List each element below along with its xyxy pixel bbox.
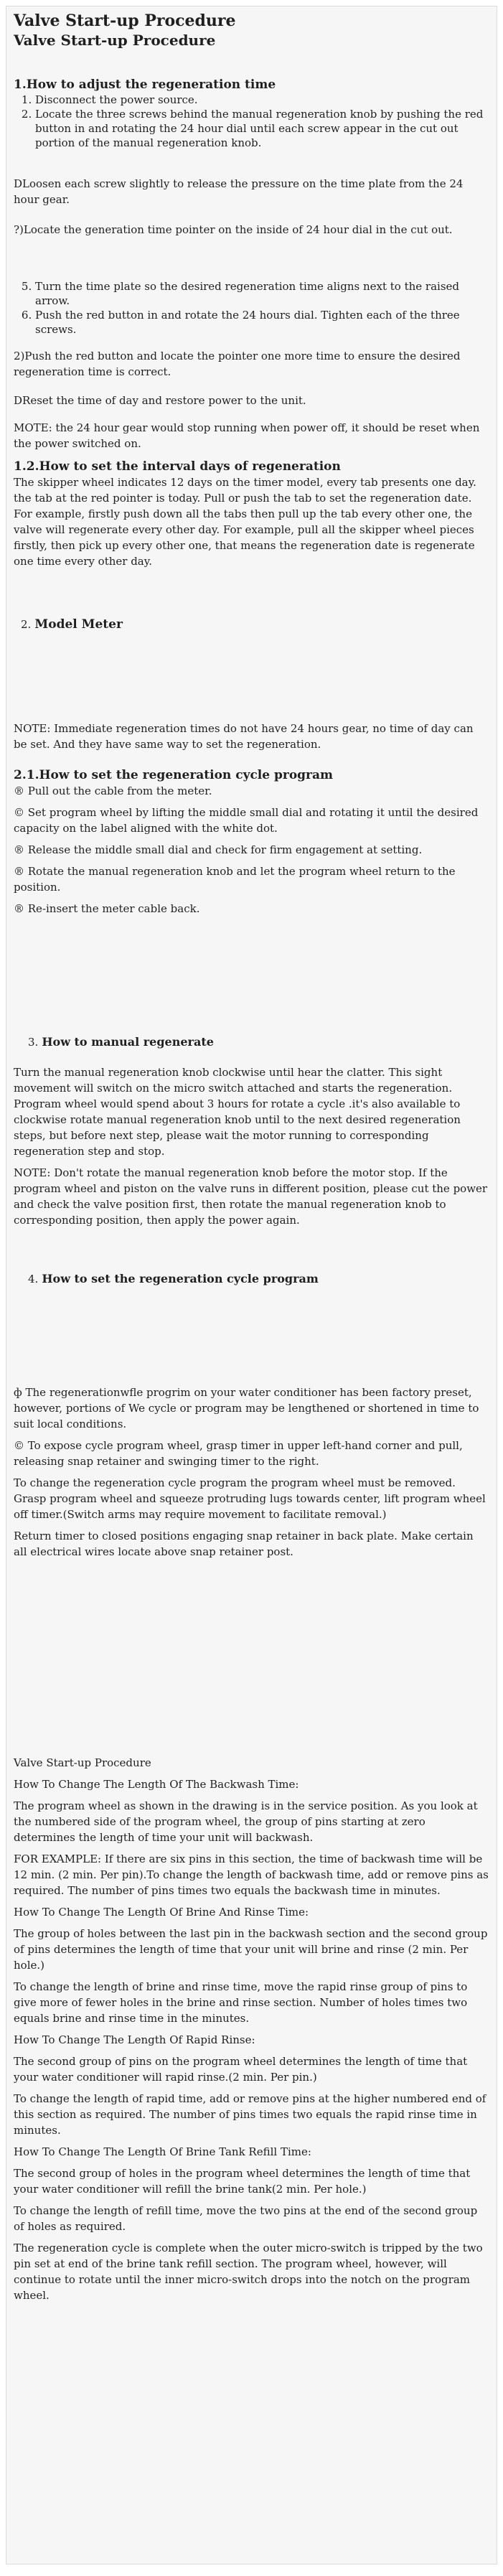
paragraph: DReset the time of day and restore power to the unit. [14,394,306,407]
section-heading: How to manual regenerate [42,1035,214,1049]
section-cycle-body [14,1385,489,1560]
paragraph: To change the length of rapid time, add or remove pins at the higher numbered end of this section as required. The number of pins times two equals the rapid rinse time in minutes. [14,2092,486,2137]
para-push [14,348,489,380]
paragraph: ?)Locate the generation time pointer on the inside of 24 hour dial in the cut out. [14,223,453,236]
model-meter-note [14,721,489,752]
step-item: 5. Turn the time plate so the desired regeneration time aligns next to the raised arrow. [35,279,489,308]
document-subtitle: Valve Start-up Procedure [14,32,216,49]
list-item: ® Re-insert the meter cable back. [14,902,200,915]
paragraph: ф The regenerationwfle progrim on your water conditioner has been factory preset, however, portions of We cycle or program may be lengthened or shortened in time to suit local conditions. [14,1386,479,1430]
list-item: ® Release the middle small dial and check for firm engagement at setting. [14,843,423,856]
steps-list [14,93,489,150]
section-heading: 1.2.How to set the interval days of regeneration [14,459,341,474]
paragraph: To change the regeneration cycle program the program wheel must be removed. Grasp program wheel and squeeze protruding lugs towards center, lift program wheel off timer.(Switch arms may require movement to facilitate removal.) [14,1476,486,1521]
list-item: © Set program wheel by lifting the middle small dial and rotating it until the desired capacity on the label aligned with the white dot. [14,806,479,835]
section-heading: 1.How to adjust the regeneration time [14,78,276,92]
paragraph: Turn the manual regeneration knob clockwise until hear the clatter. This sight movement will switch on the micro switch attached and starts the regeneration. Program wheel would spend about 3 hours for rotate a cycle .it's also available to clockwise rotate manual regeneration knob until to the next desired regeneration steps, but before next step, please wait the motor running to corresponding regeneration step and stop. [14,1066,461,1158]
header [14,9,489,50]
section-heading: 2.1.How to set the regeneration cycle program [14,768,334,782]
para-loosen [14,176,489,207]
step-item: 1. Disconnect the power source. [35,93,489,107]
item-number: 4. [28,1273,39,1285]
section-model-meter [14,617,489,632]
paragraph: FOR EXAMPLE: If there are six pins in this section, the time of backwash time will be 12 min. (2 min. Per pin).To change the length of backwash time, add or remove pins as required. The number of pins times two equals the backwash time in minutes. [14,1853,489,1897]
para-reset [14,393,489,408]
paragraph: To change the length of brine and rinse time, move the rapid rinse group of pins to give more of fewer holes in the brine and rinse section. Number of holes times two equals brine and rinse time in the minutes. [14,1980,468,2025]
section-cycle-heading [14,1271,489,1287]
para-locate [14,222,489,238]
tail-heading: How To Change The Length Of The Backwash Time: [14,1778,299,1791]
section-heading: Model Meter [34,617,123,632]
document-title: Valve Start-up Procedure [14,11,236,30]
section-interval [14,459,489,569]
step-item: 6. Push the red button in and rotate the 24 hours dial. Tighten each of the three screws. [35,308,489,337]
paragraph: DLoosen each screw slightly to release the pressure on the time plate from the 24 hour gear. [14,177,464,206]
list-item: ® Rotate the manual regeneration knob and let the program wheel return to the position. [14,865,456,894]
paragraph: To change the length of refill time, move the two pins at the end of the second group of holes as required. [14,2204,478,2233]
list-item: ® Pull out the cable from the meter. [14,784,212,797]
paragraph: The skipper wheel indicates 12 days on the timer model, every tab presents one day. the tab at the red pointer is today. Pull or push the tab to set the regeneration date. For example, firstly push down all the tabs then pull up the tab every other one, the valve will regenerate every other day. For example, pull all the skipper wheel pieces firstly, then pick up every other one, that means the regeneration date is regenerate one time every other day. [14,476,476,568]
section-manual-heading [14,1034,489,1050]
tail-heading: How To Change The Length Of Rapid Rinse: [14,2033,255,2046]
paragraph: The regeneration cycle is complete when the outer micro-switch is tripped by the two pin set at end of the brine tank refill section. The program wheel, however, will continue to rotate until the inner micro-switch drops into the notch on the program wheel. [14,2242,483,2302]
tail-heading: How To Change The Length Of Brine Tank Refill Time: [14,2145,311,2158]
section-manual-body [14,1064,489,1228]
tail-title: Valve Start-up Procedure [14,1756,151,1769]
paragraph: © To expose cycle program wheel, grasp timer in upper left-hand corner and pull, releasing snap retainer and swinging timer to the right. [14,1439,463,1468]
step-item: 2. Locate the three screws behind the manual regeneration knob by pushing the red button in and rotating the 24 hour dial until each screw appear in the cut out portion of the manual regeneration knob. [35,107,489,150]
paragraph: The second group of holes in the program wheel determines the length of time that your water conditioner will refill the brine tank(2 min. Per hole.) [14,2167,471,2196]
section-heading: How to set the regeneration cycle program [42,1272,319,1285]
paragraph: 2)Push the red button and locate the pointer one more time to ensure the desired regeneration time is correct. [14,350,461,378]
note: NOTE: Don't rotate the manual regeneration knob before the motor stop. If the program wheel and piston on the valve runs in different position, please cut the power and check the valve position first, then rotate the manual regeneration knob to corresponding position, then apply the power again. [14,1166,488,1227]
document-page [6,6,497,2565]
item-number: 3. [28,1036,39,1049]
section-cycle-program [14,767,489,917]
section-adjust-time [14,77,489,150]
section-steps-2 [14,279,489,337]
paragraph: The second group of pins on the program wheel determines the length of time that your water conditioner will rapid rinse.(2 min. Per pin.) [14,2055,468,2084]
item-number: 2. [21,618,32,631]
paragraph: Return timer to closed positions engaging snap retainer in back plate. Make certain all electrical wires locate above snap retainer post. [14,1530,474,1558]
tail-heading: How To Change The Length Of Brine And Rinse Time: [14,1906,309,1919]
paragraph: The program wheel as shown in the drawing is in the service position. As you look at the numbered side of the program wheel, the group of pins starting at zero determines the length of time your unit will backwash. [14,1799,478,1844]
note: NOTE: Immediate regeneration times do not have 24 hours gear, no time of day can be set. And they have same way to set the regeneration. [14,722,474,751]
para-mote [14,420,489,451]
paragraph: MOTE: the 24 hour gear would stop running when power off, it should be reset when the power switched on. [14,421,480,450]
section-tail [14,1755,489,2309]
steps-list [14,279,489,337]
paragraph: The group of holes between the last pin in the backwash section and the second group of pins determines the length of time that your unit will brine and rinse (2 min. Per hole.) [14,1927,488,1972]
